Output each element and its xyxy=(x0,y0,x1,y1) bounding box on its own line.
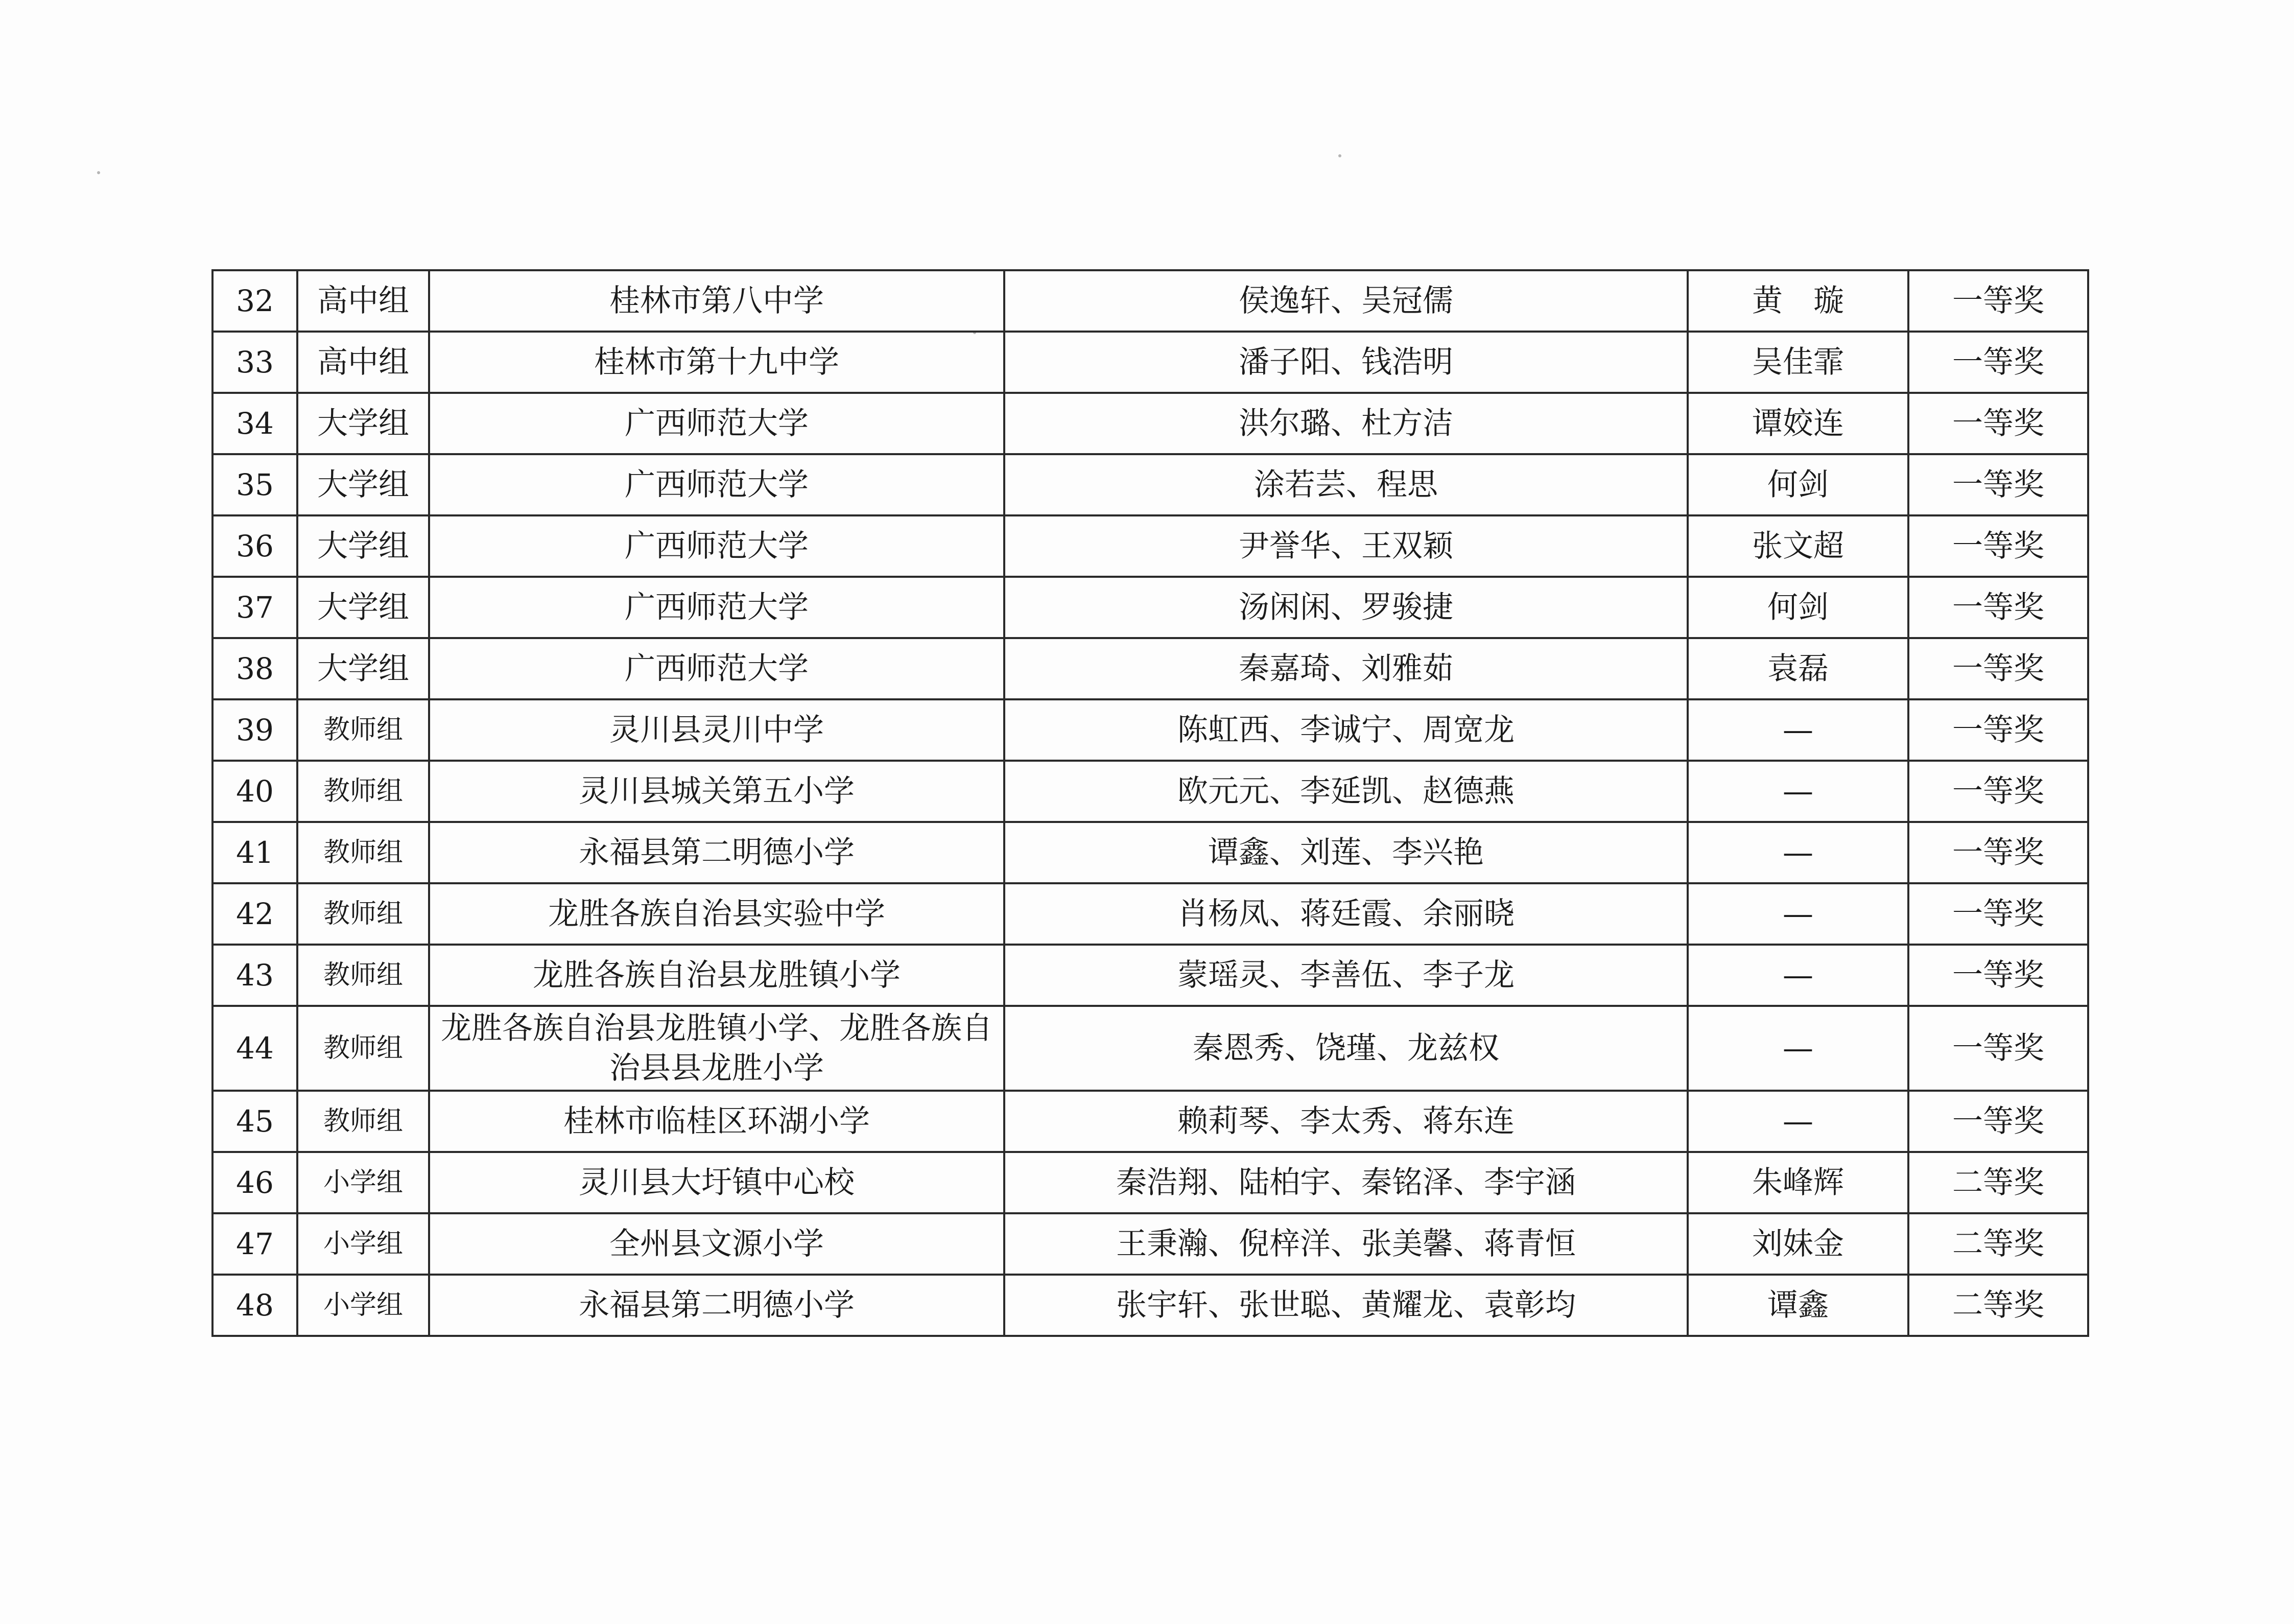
cell-number: 45 xyxy=(212,1091,297,1152)
cell-group: 大学组 xyxy=(297,393,429,454)
cell-award: 一等奖 xyxy=(1908,393,2088,454)
table-row xyxy=(212,638,2088,699)
cell-school: 桂林市第八中学 xyxy=(429,270,1004,332)
cell-award: 一等奖 xyxy=(1908,454,2088,515)
cell-school: 永福县第二明德小学 xyxy=(429,1275,1004,1336)
cell-advisor: 张文超 xyxy=(1688,515,1908,577)
cell-number: 34 xyxy=(212,393,297,454)
cell-award: 一等奖 xyxy=(1908,1006,2088,1091)
cell-advisor: 朱峰辉 xyxy=(1688,1152,1908,1213)
award-list-table xyxy=(211,269,2089,1337)
cell-award: 一等奖 xyxy=(1908,577,2088,638)
scan-speck xyxy=(97,171,100,174)
table-row xyxy=(212,1213,2088,1275)
cell-participants: 赖莉琴、李太秀、蒋东连 xyxy=(1004,1091,1688,1152)
cell-school: 龙胜各族自治县龙胜镇小学 xyxy=(429,945,1004,1006)
cell-award: 二等奖 xyxy=(1908,1152,2088,1213)
cell-group: 教师组 xyxy=(297,822,429,883)
cell-number: 39 xyxy=(212,699,297,761)
cell-school: 灵川县大圩镇中心校 xyxy=(429,1152,1004,1213)
cell-school: 全州县文源小学 xyxy=(429,1213,1004,1275)
cell-school: 广西师范大学 xyxy=(429,515,1004,577)
cell-group: 教师组 xyxy=(297,945,429,1006)
cell-school: 龙胜各族自治县实验中学 xyxy=(429,883,1004,945)
table-row xyxy=(212,515,2088,577)
cell-number: 43 xyxy=(212,945,297,1006)
cell-advisor: 谭姣连 xyxy=(1688,393,1908,454)
cell-school: 灵川县城关第五小学 xyxy=(429,761,1004,822)
cell-school: 广西师范大学 xyxy=(429,393,1004,454)
cell-group: 教师组 xyxy=(297,761,429,822)
table-row xyxy=(212,1275,2088,1336)
cell-group: 大学组 xyxy=(297,577,429,638)
cell-school: 灵川县灵川中学 xyxy=(429,699,1004,761)
table-row xyxy=(212,332,2088,393)
cell-participants: 陈虹西、李诚宁、周宽龙 xyxy=(1004,699,1688,761)
cell-number: 44 xyxy=(212,1006,297,1091)
table-row xyxy=(212,1152,2088,1213)
cell-group: 教师组 xyxy=(297,883,429,945)
cell-number: 40 xyxy=(212,761,297,822)
table-row xyxy=(212,1091,2088,1152)
cell-award: 一等奖 xyxy=(1908,270,2088,332)
cell-number: 48 xyxy=(212,1275,297,1336)
cell-advisor: 何剑 xyxy=(1688,454,1908,515)
cell-number: 36 xyxy=(212,515,297,577)
cell-award: 一等奖 xyxy=(1908,761,2088,822)
cell-advisor: — xyxy=(1688,822,1908,883)
table-row xyxy=(212,577,2088,638)
cell-advisor: 吴佳霏 xyxy=(1688,332,1908,393)
cell-group: 教师组 xyxy=(297,699,429,761)
cell-number: 41 xyxy=(212,822,297,883)
cell-number: 32 xyxy=(212,270,297,332)
cell-group: 大学组 xyxy=(297,638,429,699)
cell-number: 46 xyxy=(212,1152,297,1213)
cell-participants: 汤闲闲、罗骏捷 xyxy=(1004,577,1688,638)
cell-advisor: 刘妹金 xyxy=(1688,1213,1908,1275)
cell-school: 广西师范大学 xyxy=(429,638,1004,699)
cell-advisor: — xyxy=(1688,761,1908,822)
cell-number: 42 xyxy=(212,883,297,945)
cell-participants: 侯逸轩、吴冠儒 xyxy=(1004,270,1688,332)
cell-award: 二等奖 xyxy=(1908,1213,2088,1275)
cell-school: 广西师范大学 xyxy=(429,454,1004,515)
cell-award: 一等奖 xyxy=(1908,699,2088,761)
cell-advisor: 黄 璇 xyxy=(1688,270,1908,332)
cell-group: 小学组 xyxy=(297,1275,429,1336)
cell-advisor: — xyxy=(1688,699,1908,761)
cell-award: 二等奖 xyxy=(1908,1275,2088,1336)
cell-school: 广西师范大学 xyxy=(429,577,1004,638)
cell-group: 大学组 xyxy=(297,454,429,515)
table-row xyxy=(212,761,2088,822)
cell-participants: 尹誉华、王双颖 xyxy=(1004,515,1688,577)
cell-award: 一等奖 xyxy=(1908,945,2088,1006)
cell-number: 47 xyxy=(212,1213,297,1275)
cell-group: 大学组 xyxy=(297,515,429,577)
cell-school: 桂林市第十九中学 xyxy=(429,332,1004,393)
cell-participants: 王秉瀚、倪梓洋、张美馨、蒋青恒 xyxy=(1004,1213,1688,1275)
cell-award: 一等奖 xyxy=(1908,1091,2088,1152)
cell-number: 38 xyxy=(212,638,297,699)
cell-participants: 秦恩秀、饶瑾、龙兹权 xyxy=(1004,1006,1688,1091)
cell-number: 37 xyxy=(212,577,297,638)
cell-school: 桂林市临桂区环湖小学 xyxy=(429,1091,1004,1152)
cell-advisor: 袁磊 xyxy=(1688,638,1908,699)
table-row xyxy=(212,699,2088,761)
cell-award: 一等奖 xyxy=(1908,332,2088,393)
cell-advisor: — xyxy=(1688,1091,1908,1152)
cell-advisor: — xyxy=(1688,1006,1908,1091)
cell-participants: 肖杨凤、蒋廷霞、余丽晓 xyxy=(1004,883,1688,945)
cell-group: 高中组 xyxy=(297,332,429,393)
cell-advisor: — xyxy=(1688,945,1908,1006)
award-rows xyxy=(212,270,2088,1336)
cell-participants: 秦嘉琦、刘雅茹 xyxy=(1004,638,1688,699)
cell-group: 小学组 xyxy=(297,1152,429,1213)
table-row xyxy=(212,1006,2088,1091)
cell-participants: 谭鑫、刘莲、李兴艳 xyxy=(1004,822,1688,883)
cell-participants: 涂若芸、程思 xyxy=(1004,454,1688,515)
table-row xyxy=(212,270,2088,332)
cell-number: 33 xyxy=(212,332,297,393)
cell-group: 教师组 xyxy=(297,1091,429,1152)
cell-award: 一等奖 xyxy=(1908,638,2088,699)
cell-participants: 张宇轩、张世聪、黄耀龙、袁彰均 xyxy=(1004,1275,1688,1336)
cell-advisor: 何剑 xyxy=(1688,577,1908,638)
cell-participants: 欧元元、李延凯、赵德燕 xyxy=(1004,761,1688,822)
table-row xyxy=(212,822,2088,883)
cell-award: 一等奖 xyxy=(1908,515,2088,577)
table-row xyxy=(212,393,2088,454)
cell-group: 教师组 xyxy=(297,1006,429,1091)
cell-award: 一等奖 xyxy=(1908,883,2088,945)
cell-school: 龙胜各族自治县龙胜镇小学、龙胜各族自治县县龙胜小学 xyxy=(429,1006,1004,1091)
table-row xyxy=(212,883,2088,945)
cell-participants: 潘子阳、钱浩明 xyxy=(1004,332,1688,393)
cell-participants: 秦浩翔、陆柏宇、秦铭泽、李宇涵 xyxy=(1004,1152,1688,1213)
table-row xyxy=(212,945,2088,1006)
cell-award: 一等奖 xyxy=(1908,822,2088,883)
cell-advisor: — xyxy=(1688,883,1908,945)
table-row xyxy=(212,454,2088,515)
cell-participants: 洪尔璐、杜方洁 xyxy=(1004,393,1688,454)
cell-number: 35 xyxy=(212,454,297,515)
cell-school: 永福县第二明德小学 xyxy=(429,822,1004,883)
cell-group: 高中组 xyxy=(297,270,429,332)
scan-speck xyxy=(1338,154,1341,157)
cell-advisor: 谭鑫 xyxy=(1688,1275,1908,1336)
cell-group: 小学组 xyxy=(297,1213,429,1275)
cell-participants: 蒙瑶灵、李善伍、李子龙 xyxy=(1004,945,1688,1006)
